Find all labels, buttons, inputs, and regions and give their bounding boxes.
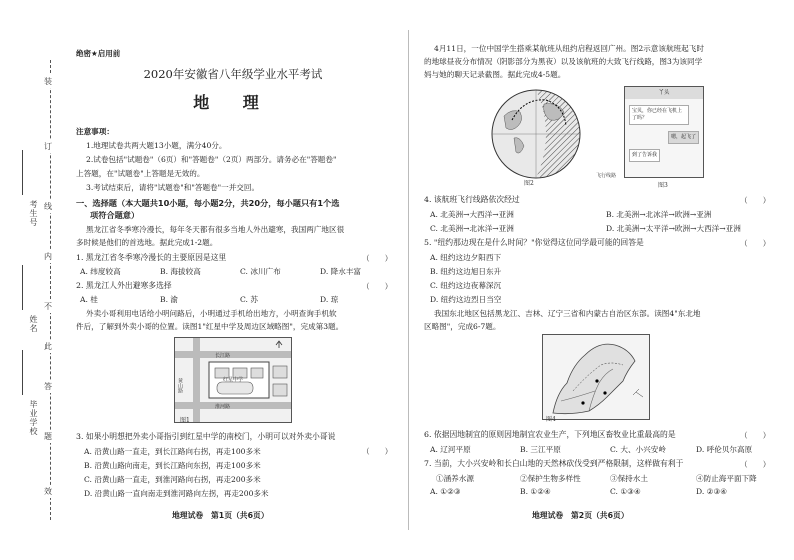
figure-1-caption: 图1	[180, 417, 190, 424]
q5-option-c[interactable]: C. 纽约这边夜幕深沉	[430, 281, 502, 290]
label-name: 姓名	[29, 315, 38, 333]
cut-line	[50, 60, 51, 520]
q4-option-a[interactable]: A. 北美洲→大西洋→亚洲	[430, 210, 514, 219]
answer-paren[interactable]: （ ）	[740, 431, 771, 440]
answer-paren[interactable]: （ ）	[740, 460, 771, 469]
q7-option-b[interactable]: B. ①②④	[520, 487, 551, 496]
q6-option-a[interactable]: A. 辽河平原	[430, 445, 471, 454]
notice-heading: 注意事项：	[76, 127, 114, 136]
notice-line: 3.考试结束后，请将"试题卷"和"答题卷"一并交回。	[86, 183, 260, 192]
q1-option-d[interactable]: D. 降水丰富	[320, 267, 362, 276]
q7-option-a[interactable]: A. ①②③	[430, 487, 461, 496]
question-5: 5. "纽约那边现在是什么时间？"你觉得这位同学最可能的回答是	[424, 238, 644, 247]
chat-message: 到了告诉我	[629, 149, 660, 162]
page-2	[414, 0, 786, 560]
question-7: 7. 当前，大小兴安岭和长白山地的天然林砍伐受到严格限制，这样做有利于	[424, 459, 684, 468]
answer-paren[interactable]: （ ）	[362, 447, 393, 456]
notice-line: 2.试卷包括"试题卷"（6页）和"答题卷"（2页）两部分。请务必在"答题卷"	[86, 155, 337, 164]
intro-text: 我国东北地区包括黑龙江、吉林、辽宁三省和内蒙古自治区东部。读图4"东北地	[434, 309, 701, 318]
q2-option-a[interactable]: A. 桂	[80, 295, 98, 304]
name-blank[interactable]	[22, 265, 23, 310]
chat-title: 丫头	[625, 87, 703, 99]
section-heading: 项符合题意）	[90, 210, 140, 220]
figure-3-chat	[624, 86, 704, 178]
q3-option-d[interactable]: D. 沿黄山路一直向南走到淮河路向左拐，再走200多米	[84, 489, 269, 498]
notice-line: 1.地理试卷共两大题13小题，满分40分。	[86, 141, 227, 150]
q1-option-a[interactable]: A. 纬度较高	[80, 267, 121, 276]
q7-option-d[interactable]: D. ②③④	[696, 487, 728, 496]
q6-option-c[interactable]: C. 大、小兴安岭	[610, 445, 666, 454]
figure-2-caption: 图2	[524, 180, 534, 187]
q5-option-b[interactable]: B. 纽约这边旭日东升	[430, 267, 502, 276]
flight-path-legend: 飞行线路	[596, 173, 617, 179]
q6-option-b[interactable]: B. 三江平原	[520, 445, 561, 454]
notice-line: 上答题，在"试题卷"上答题是无效的。	[76, 169, 205, 178]
binding-mark: 订	[44, 142, 52, 151]
intro-text: 妈与她的聊天记录截图。据此完成4-5题。	[424, 70, 566, 79]
q2-option-c[interactable]: C. 苏	[240, 295, 258, 304]
q7-item: ①涵养水源	[436, 474, 474, 483]
secret-label: 绝密★启用前	[76, 49, 121, 58]
intro-text: 多时候是他们的首选地。据此完成1-2题。	[76, 238, 218, 247]
binding-mark: 装	[44, 77, 52, 86]
q7-item: ②保护生物多样性	[520, 474, 581, 483]
road-label: 淮河路	[215, 404, 231, 410]
q1-option-b[interactable]: B. 海拔较高	[160, 267, 201, 276]
intro-text: 4月11日，一位中国学生搭乘某航班从纽约启程返回广州。图2示意该航班起飞时	[434, 44, 704, 53]
figure-3-caption: 图3	[658, 182, 668, 189]
q3-option-b[interactable]: B. 沿黄山路向南走，到长江路向东拐，再走100多米	[84, 461, 261, 470]
binding-mark: 线	[44, 202, 52, 211]
question-1: 1. 黑龙江省冬季寒冷漫长的主要原因是这里	[76, 253, 227, 262]
intro-text: 外卖小哥利用电话给小明问路后，小明通过手机给出地方，小明查询手机软	[86, 309, 337, 318]
section-heading: 一、选择题（本大题共10小题，每小题2分，共20分，每小题只有1个选	[76, 198, 340, 208]
binding-mark: 答	[44, 382, 52, 391]
answer-paren[interactable]: （ ）	[362, 254, 393, 263]
answer-paren[interactable]: （ ）	[740, 239, 771, 248]
question-2: 2. 黑龙江人外出避寒多选择	[76, 281, 172, 290]
intro-text: 件后，了解到外卖小哥的位置。读图1"红星中学及周边区域略图"，完成第3题。	[76, 322, 344, 331]
q1-option-c[interactable]: C. 冰川广布	[240, 267, 281, 276]
school-label: 红星中学	[223, 377, 244, 383]
q2-option-d[interactable]: D. 琼	[320, 295, 339, 304]
candidate-number-blank[interactable]	[22, 150, 23, 195]
binding-mark: 不	[44, 302, 52, 311]
figure-2-globe	[484, 86, 594, 184]
page-footer: 地理试卷 第1页（共6页）	[172, 511, 269, 520]
question-4: 4. 该航班飞行线路依次经过	[424, 195, 520, 204]
q6-option-d[interactable]: D. 呼伦贝尔高原	[696, 445, 753, 454]
figure-4-map	[542, 334, 650, 420]
question-6: 6. 依据因地制宜的原则因地制宜农业生产，下列地区畜牧业比重最高的是	[424, 430, 676, 439]
intro-text: 的地球昼夜分布情况（阴影部分为黑夜）以及该航班的大致飞行线路，图3为该同学	[424, 57, 703, 66]
q2-option-b[interactable]: B. 渝	[160, 295, 179, 304]
road-label: 黄山路	[177, 378, 183, 393]
q7-item: ④防止海平面下降	[696, 474, 757, 483]
page-footer: 地理试卷 第2页（共6页）	[532, 511, 629, 520]
q4-option-c[interactable]: C. 北美洲→北冰洋→亚洲	[430, 224, 514, 233]
q3-option-a[interactable]: A. 沿黄山路一直走，到长江路向右拐，再走100多米	[84, 447, 261, 456]
figure-1-map	[174, 337, 292, 423]
answer-paren[interactable]: （ ）	[362, 282, 393, 291]
school-blank[interactable]	[22, 350, 23, 395]
intro-text: 黑龙江省冬季寒冷漫长，每年冬天都有很多当地人外出避寒，我国两广地区很	[86, 225, 345, 234]
page-divider	[408, 30, 409, 530]
answer-paren[interactable]: （ ）	[740, 196, 771, 205]
binding-mark: 题	[44, 432, 52, 441]
q4-option-d[interactable]: D. 北美洲→太平洋→欧洲→大西洋→亚洲	[606, 224, 741, 233]
binding-mark: 内	[44, 252, 52, 261]
binding-mark: 此	[44, 342, 52, 351]
label-candidate-number: 考生号	[29, 200, 38, 227]
northeast-map-graphic	[543, 335, 649, 419]
exam-title: 2020年安徽省八年级学业水平考试	[143, 67, 323, 81]
q5-option-a[interactable]: A. 纽约这边夕阳西下	[430, 253, 502, 262]
q3-option-c[interactable]: C. 沿黄山路一直走，到淮河路向右拐，再走200多米	[84, 475, 261, 484]
globe-graphic	[484, 86, 594, 184]
figure-4-caption: 图4	[546, 416, 556, 423]
q4-option-b[interactable]: B. 北美洲→北冰洋→欧洲→亚洲	[606, 210, 712, 219]
road-label: 长江路	[215, 353, 231, 359]
q5-option-d[interactable]: D. 纽约这边烈日当空	[430, 295, 502, 304]
q7-item: ③保持水土	[610, 474, 648, 483]
q7-option-c[interactable]: C. ①③④	[610, 487, 641, 496]
binding-strip	[0, 0, 62, 560]
binding-mark: 效	[44, 487, 52, 496]
subject-title: 地 理	[193, 93, 273, 112]
question-3: 3. 如果小明想把外卖小哥指引到红星中学的南校门，小明可以对外卖小哥说	[76, 432, 336, 441]
label-school: 毕业学校	[29, 400, 38, 436]
page-1	[62, 0, 404, 560]
chat-message: 嗯，起飞了	[668, 131, 699, 144]
chat-message: 宝贝，你已经在飞机上了吗？	[629, 105, 689, 125]
intro-text: 区略图"，完成6-7题。	[424, 322, 501, 331]
